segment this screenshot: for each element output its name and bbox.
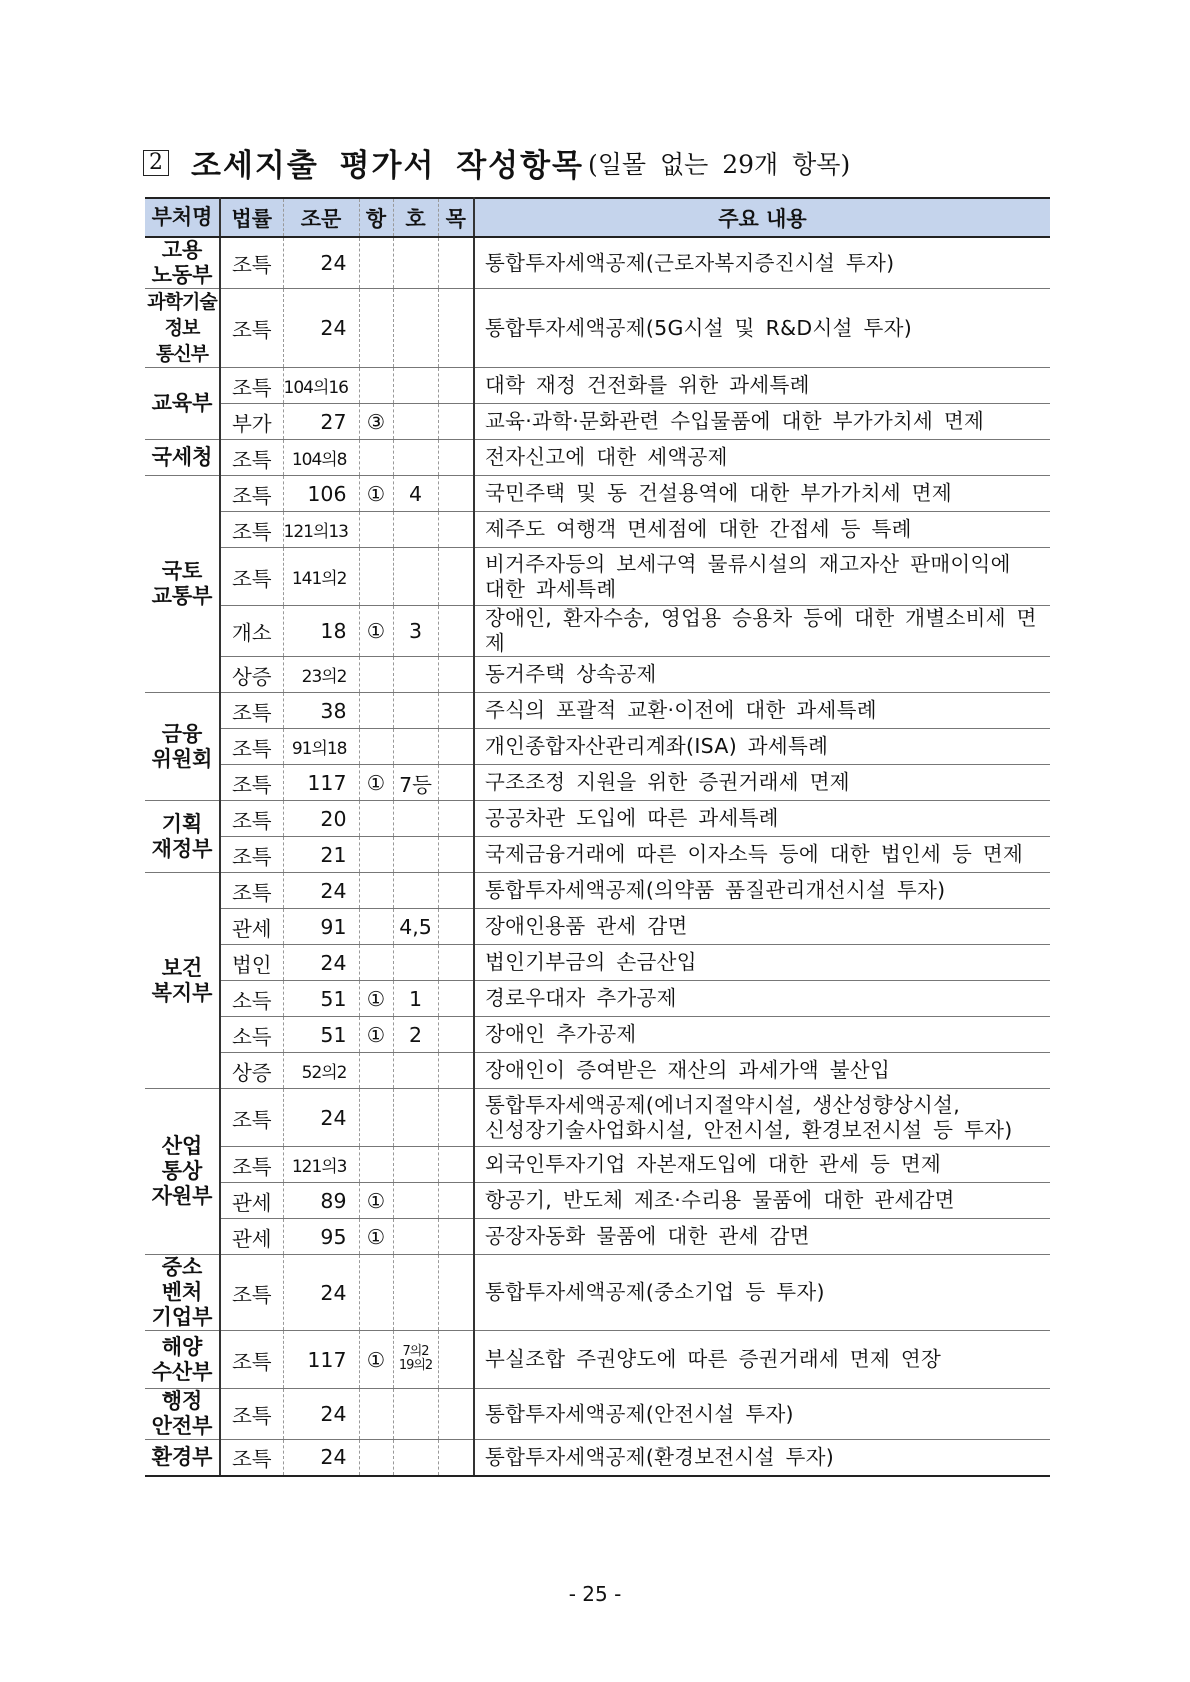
desc-cell: 주식의 포괄적 교환·이전에 대한 과세특례 [474,693,1050,729]
law-cell: 조특 [220,548,283,606]
article-cell: 51 [283,981,359,1017]
law-cell: 관세 [220,1219,283,1255]
law-cell: 조특 [220,476,283,512]
table-row [145,512,1050,548]
header-ho: 호 [393,198,438,237]
table-row [145,837,1050,873]
ho-cell [393,368,438,404]
desc-cell: 통합투자세액공제(중소기업 등 투자) [474,1255,1050,1331]
article-cell: 89 [283,1183,359,1219]
ho-cell [393,1389,438,1440]
article-cell: 95 [283,1219,359,1255]
section-title-main: 조세지출 평가서 작성항목 [191,148,584,184]
mok-cell [438,729,474,765]
ho-cell [393,289,438,368]
article-cell: 18 [283,606,359,657]
desc-cell: 동거주택 상속공제 [474,657,1050,693]
desc-cell: 통합투자세액공제(안전시설 투자) [474,1389,1050,1440]
table-row [145,237,1050,289]
mok-cell [438,1017,474,1053]
desc-cell: 부실조합 주권양도에 따른 증권거래세 면제 연장 [474,1331,1050,1389]
table-row [145,1389,1050,1440]
article-cell: 91의18 [283,729,359,765]
table-row [145,945,1050,981]
table-row [145,765,1050,801]
ho-value: 1 [408,986,423,1011]
ho-cell [393,981,438,1017]
desc-cell: 통합투자세액공제(근로자복지증진시설 투자) [474,237,1050,289]
mok-cell [438,1331,474,1389]
table-row [145,873,1050,909]
dept-name: 환경부 [151,1444,213,1469]
dept-cell [145,1389,220,1440]
ho-cell [393,657,438,693]
section-title [143,140,850,185]
mok-cell [438,693,474,729]
dept-cell [145,693,220,801]
article-cell: 24 [283,1440,359,1476]
desc-cell: 통합투자세액공제(5G시설 및 R&D시설 투자) [474,289,1050,368]
article-cell: 141의2 [283,548,359,606]
law-cell: 부가 [220,404,283,440]
tax-expenditure-table [145,197,1050,1477]
dept-cell [145,1255,220,1331]
desc-cell: 법인기부금의 손금산입 [474,945,1050,981]
table-header-row [145,198,1050,237]
desc-cell: 장애인, 환자수송, 영업용 승용차 등에 대한 개별소비세 면제 [474,606,1050,657]
hang-cell [359,729,393,765]
dept-name: 산업 통상 자원부 [151,1134,213,1208]
ho-cell [393,1017,438,1053]
desc-cell: 통합투자세액공제(환경보전시설 투자) [474,1440,1050,1476]
ho-cell [393,1219,438,1255]
ho-cell [393,512,438,548]
article-cell: 91 [283,909,359,945]
law-cell: 조특 [220,512,283,548]
article-cell: 24 [283,1389,359,1440]
hang-cell [359,548,393,606]
hang-cell [359,657,393,693]
ho-cell [393,873,438,909]
mok-cell [438,440,474,476]
article-cell: 121의13 [283,512,359,548]
ho-cell [393,1331,438,1389]
law-cell: 상증 [220,657,283,693]
mok-cell [438,512,474,548]
table-row [145,657,1050,693]
table-row [145,1255,1050,1331]
hang-cell: ① [359,476,393,512]
mok-cell [438,606,474,657]
mok-cell [438,981,474,1017]
mok-cell [438,765,474,801]
dept-cell [145,873,220,1089]
hang-cell [359,945,393,981]
mok-cell [438,548,474,606]
dept-name: 국세청 [151,445,213,469]
mok-cell [438,1255,474,1331]
hang-cell: ③ [359,404,393,440]
hang-cell [359,1147,393,1183]
article-cell: 117 [283,1331,359,1389]
mok-cell [438,1147,474,1183]
desc-cell: 대학 재정 건전화를 위한 과세특례 [474,368,1050,404]
article-cell: 24 [283,237,359,289]
table-row [145,548,1050,606]
hang-cell: ① [359,1331,393,1389]
desc-cell: 구조조정 지원을 위한 증권거래세 면제 [474,765,1050,801]
law-cell: 상증 [220,1053,283,1089]
dept-name: 기획 재정부 [151,811,213,861]
dept-name: 국토 교통부 [151,559,213,608]
dept-name: 교육부 [151,391,213,415]
dept-cell [145,368,220,440]
desc-cell: 전자신고에 대한 세액공제 [474,440,1050,476]
hang-cell [359,837,393,873]
desc-cell: 비거주자등의 보세구역 물류시설의 재고자산 판매이익에 대한 과세특례 [474,548,1050,606]
desc-cell: 제주도 여행객 면세점에 대한 간접세 등 특례 [474,512,1050,548]
hang-cell [359,1389,393,1440]
hang-cell [359,909,393,945]
header-law: 법률 [220,198,283,237]
table-row [145,1331,1050,1389]
dept-cell [145,289,220,368]
table-row [145,729,1050,765]
article-cell: 24 [283,873,359,909]
mok-cell [438,237,474,289]
ho-cell [393,1147,438,1183]
table-row [145,909,1050,945]
dept-cell [145,1331,220,1389]
mok-cell [438,1183,474,1219]
law-cell: 조특 [220,1255,283,1331]
article-cell: 38 [283,693,359,729]
article-cell: 106 [283,476,359,512]
ho-cell [393,1053,438,1089]
hang-cell [359,873,393,909]
mok-cell [438,873,474,909]
dept-name: 보건 복지부 [151,955,213,1005]
ho-cell [393,801,438,837]
law-cell: 조특 [220,440,283,476]
ho-cell [393,440,438,476]
table-row [145,693,1050,729]
ho-cell [393,548,438,606]
mok-cell [438,404,474,440]
mok-cell [438,476,474,512]
page-number: - 25 - [568,1582,622,1606]
ho-cell [393,404,438,440]
law-cell: 관세 [220,1183,283,1219]
table-row [145,1147,1050,1183]
law-cell: 조특 [220,368,283,404]
hang-cell [359,1255,393,1331]
law-cell: 관세 [220,909,283,945]
ho-cell [393,1440,438,1476]
header-article: 조문 [283,198,359,237]
article-cell: 23의2 [283,657,359,693]
section-title-sub: (일몰 없는 29개 항목) [588,149,851,179]
article-cell: 21 [283,837,359,873]
hang-cell: ① [359,606,393,657]
dept-cell [145,801,220,873]
ho-value: 3 [408,619,423,643]
law-cell: 조특 [220,1440,283,1476]
desc-cell: 개인종합자산관리계좌(ISA) 과세특례 [474,729,1050,765]
header-dept: 부처명 [145,198,220,237]
mok-cell [438,837,474,873]
dept-name: 중소 벤처 기업부 [151,1255,213,1329]
hang-cell [359,1053,393,1089]
table-row [145,801,1050,837]
ho-cell [393,237,438,289]
ho-value: 4,5 [399,914,432,939]
law-cell: 조특 [220,837,283,873]
desc-cell: 공장자동화 물품에 대한 관세 감면 [474,1219,1050,1255]
dept-cell [145,1440,220,1476]
law-cell: 조특 [220,1331,283,1389]
article-cell: 121의3 [283,1147,359,1183]
article-cell: 24 [283,289,359,368]
dept-name: 행정 안전부 [151,1389,213,1438]
law-cell: 법인 [220,945,283,981]
table-row [145,606,1050,657]
dept-name: 금융 위원회 [151,721,213,771]
ho-value: 2 [408,1022,423,1047]
hang-cell [359,289,393,368]
article-cell: 52의2 [283,1053,359,1089]
law-cell: 조특 [220,289,283,368]
table-row [145,476,1050,512]
law-cell: 조특 [220,237,283,289]
hang-cell [359,237,393,289]
hang-cell [359,512,393,548]
article-cell: 24 [283,945,359,981]
mok-cell [438,1219,474,1255]
hang-cell [359,693,393,729]
ho-cell [393,1183,438,1219]
article-cell: 51 [283,1017,359,1053]
ho-cell [393,606,438,657]
dept-name: 과학기술 정보 통신부 [147,291,217,365]
dept-name: 고용 노동부 [151,238,213,287]
header-desc: 주요 내용 [474,198,1050,237]
ho-cell [393,837,438,873]
hang-cell [359,801,393,837]
table-row [145,440,1050,476]
table-row [145,404,1050,440]
table-row [145,1440,1050,1476]
ho-value: 4 [408,481,423,506]
table-row [145,1053,1050,1089]
desc-cell: 장애인 추가공제 [474,1017,1050,1053]
desc-cell: 공공차관 도입에 따른 과세특례 [474,801,1050,837]
ho-cell [393,476,438,512]
table-row [145,1183,1050,1219]
ho-cell [393,909,438,945]
desc-cell: 장애인이 증여받은 재산의 과세가액 불산입 [474,1053,1050,1089]
hang-cell: ① [359,1219,393,1255]
mok-cell [438,657,474,693]
article-cell: 117 [283,765,359,801]
hang-cell [359,440,393,476]
law-cell: 조특 [220,693,283,729]
desc-cell: 국제금융거래에 따른 이자소득 등에 대한 법인세 등 면제 [474,837,1050,873]
ho-value: 7등 [399,772,432,797]
desc-cell: 외국인투자기업 자본재도입에 대한 관세 등 면제 [474,1147,1050,1183]
ho-cell [393,729,438,765]
law-cell: 소득 [220,1017,283,1053]
mok-cell [438,1389,474,1440]
table-row [145,368,1050,404]
ho-cell [393,1089,438,1147]
ho-cell [393,765,438,801]
article-cell: 104의16 [283,368,359,404]
header-mok: 목 [438,198,474,237]
table-row [145,1089,1050,1147]
hang-cell: ① [359,765,393,801]
law-cell: 조특 [220,1147,283,1183]
hang-cell [359,1440,393,1476]
mok-cell [438,289,474,368]
desc-cell: 장애인용품 관세 감면 [474,909,1050,945]
header-hang: 항 [359,198,393,237]
table-row [145,981,1050,1017]
desc-cell: 경로우대자 추가공제 [474,981,1050,1017]
desc-cell: 통합투자세액공제(의약품 품질관리개선시설 투자) [474,873,1050,909]
table-row [145,289,1050,368]
article-cell: 20 [283,801,359,837]
law-cell: 조특 [220,1089,283,1147]
mok-cell [438,368,474,404]
law-cell: 조특 [220,729,283,765]
law-cell: 조특 [220,1389,283,1440]
article-cell: 24 [283,1255,359,1331]
mok-cell [438,1053,474,1089]
hang-cell: ① [359,981,393,1017]
dept-cell [145,476,220,693]
article-cell: 24 [283,1089,359,1147]
article-cell: 104의8 [283,440,359,476]
desc-cell: 국민주택 및 동 건설용역에 대한 부가가치세 면제 [474,476,1050,512]
mok-cell [438,1089,474,1147]
table-row [145,1017,1050,1053]
dept-cell [145,440,220,476]
hang-cell [359,1089,393,1147]
law-cell: 조특 [220,873,283,909]
law-cell: 소득 [220,981,283,1017]
mok-cell [438,1440,474,1476]
desc-cell: 항공기, 반도체 제조·수리용 물품에 대한 관세감면 [474,1183,1050,1219]
dept-name: 해양 수산부 [151,1334,213,1384]
desc-cell: 교육·과학·문화관련 수입물품에 대한 부가가치세 면제 [474,404,1050,440]
hang-cell: ① [359,1017,393,1053]
desc-cell: 통합투자세액공제(에너지절약시설, 생산성향상시설, 신성장기술사업화시설, 안전시설, 환경보전시설 등 투자) [474,1089,1050,1147]
law-cell: 개소 [220,606,283,657]
law-cell: 조특 [220,765,283,801]
section-number-box: 2 [143,150,169,176]
dept-cell [145,237,220,289]
ho-cell [393,1255,438,1331]
law-cell: 조특 [220,801,283,837]
dept-cell [145,1089,220,1255]
mok-cell [438,801,474,837]
hang-cell [359,368,393,404]
table-row [145,1219,1050,1255]
article-cell: 27 [283,404,359,440]
ho-cell [393,693,438,729]
ho-value: 7의2 19의2 [398,1344,433,1373]
mok-cell [438,945,474,981]
ho-cell [393,945,438,981]
mok-cell [438,909,474,945]
hang-cell: ① [359,1183,393,1219]
